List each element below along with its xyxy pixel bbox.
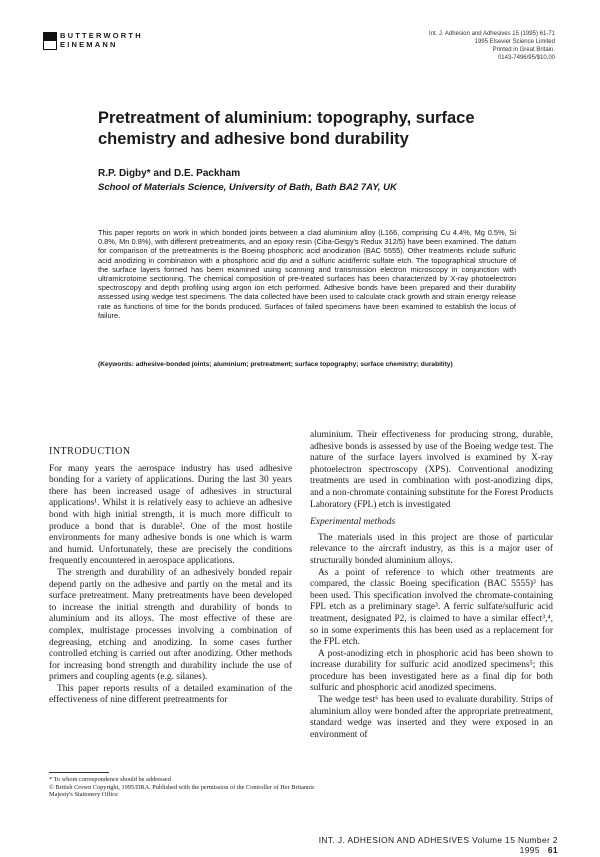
journal-header — [405, 30, 555, 62]
paper-abstract: This paper reports on work in which bonded joints between a clad aluminium alloy (L166, comprising Cu 4.4%, Mg 0.5%, Si 0.8%, Mn 0.8%), with different pretreatments, and an epoxy resin (Ciba-Geigy's Redux 312/5) have been examined. The datum for comparison of the pretreatments is the Boeing phosphoric acid anodization (BAC 5555). Other treatments include sulfuric acid anodizing in combination with a phosphoric acid dip and a sulfuric acid/ferric sulfate etch. The topographical structure of the surface layers formed has been examined using scanning and transmission electron microscopy in conjunction with ultramicrotome sectioning. The chemical composition of pre-treated surfaces has been characterized by X-ray photoelectron spectroscopy and depth profiling using argon ion etch performed. Adhesive bonds have been prepared and their durability assessed using wedge test specimens. The data collected have been used to calculate crack growth and strain energy release rate as functions of time for the bonds produced. Surfaces of failed specimens have been examined to establish the locus of failure. — [98, 228, 516, 320]
footer-journal: INT. J. ADHESION AND ADHESIVES Volume 15 Number 2 1995 — [318, 835, 558, 855]
page-footer — [300, 835, 558, 855]
methods-paragraph-3: A post-anodizing etch in phosphoric acid has been shown to increase durability for sulfuric acid anodized specimens⁵; this procedure has been investigated here as a final dip for both sulfuric and phosphoric acid anodized specimens. — [310, 648, 553, 694]
footnote-divider — [49, 772, 109, 773]
paper-title: Pretreatment of aluminium: topography, surface chemistry and adhesive bond durability — [98, 109, 475, 148]
intro-paragraph-3: This paper reports results of a detailed examination of the effectiveness of nine different pretreatments for — [49, 683, 292, 706]
paper-affiliation: School of Materials Science, University of Bath, Bath BA2 7AY, UK — [98, 182, 397, 193]
intro-paragraph-continued: aluminium. Their effectiveness for producing strong, durable, adhesive bonds is assessed by use of the Boeing wedge test. The nature of the surface layers involved is examined by X-ray photoelectron spectroscopy (XPS). Conventional anodizing treatments are used in combination with post-anodizing dips, and a non-chromate containing substitute for the Forest Products Laboratory (FPL) etch is investigated — [310, 430, 553, 510]
intro-paragraph-1: For many years the aerospace industry has used adhesive bonding for a variety of applications. During the last 30 years there has been increased usage of adhesives in structural applications¹. Whilst it is relatively easy to achieve an adhesive bond with high initial strength, it is much more difficult to produce a bond that is durable². One of the most hostile environments for many adhesive bonds is one which is warm and humid. Unfortunately, these are precisely the conditions frequently encountered in aerospace applications. — [49, 463, 292, 567]
methods-paragraph-4: The wedge test⁶ has been used to evaluate durability. Strips of aluminium alloy were bonded after the appropriate pretreatment, standard wedge was inserted and they were exposed in an environment of — [310, 695, 553, 740]
footnotes — [49, 776, 319, 799]
footnote-copyright: © British Crown Copyright, 1995/DRA. Published with the permission of the Controller of Her Britannic Majesty's Stationery Office — [49, 783, 315, 799]
paper-authors: R.P. Digby* and D.E. Packham — [98, 168, 241, 179]
subheading-experimental-methods: Experimental methods — [310, 517, 396, 528]
publisher-logo-mark — [43, 32, 57, 50]
publisher-line-2: EINEMANN — [60, 39, 118, 49]
page-number: 61 — [547, 845, 558, 855]
left-column — [49, 446, 292, 707]
publisher-logo-text — [60, 32, 143, 50]
paper-keywords: (Keywords: adhesive-bonded joints; aluminium; pretreatment; surface topography; surface chemistry; durability) — [98, 361, 453, 368]
intro-paragraph-2: The strength and durability of an adhesively bonded repair depend partly on the adhesive and partly on the metal and its surface pretreatment. Many pretreatments have been developed to increase the initial strength and durability of bonds to aluminium and its alloys. The most effective of these are complex, multistage processes involving a combination of degreasing, etching and anodizing. In some cases further controlled etching is carried out after anodizing. Other methods for increasing bond strength and durability include the use of primers and coupling agents (e.g. silanes). — [49, 567, 292, 683]
journal-citation: Int. J. Adhesion and Adhesives 15 (1995) 61-71 — [428, 31, 555, 37]
footnote-correspondence: * To whom correspondence should be addressed — [49, 776, 171, 783]
publisher-line-1: BUTTERWORTH — [60, 31, 143, 40]
section-heading-introduction: INTRODUCTION — [49, 446, 131, 457]
methods-paragraph-2: As a point of reference to which other treatments are compared, the classic Boeing specification (BAC 5555)³ has been used. This specification involved the chromate-containing FPL etch as a preliminary stage³. A ferric sulfate/sulfuric acid treatment, designated P2, is claimed to have a similar effect³,⁴, so in some experiments this has been used as a replacement for the FPL etch. — [310, 567, 553, 648]
journal-issn: 0143-7496/95/$10.00 — [497, 55, 555, 61]
right-column — [310, 430, 553, 741]
publisher-logo — [43, 32, 143, 50]
journal-printed: Printed in Great Britain. — [492, 47, 555, 53]
methods-paragraph-1: The materials used in this project are those of particular relevance to the aircraft industry, as this is a major user of structurally bonded aluminium alloys. — [310, 532, 553, 566]
journal-copyright: 1995 Elsevier Science Limited — [474, 39, 555, 45]
